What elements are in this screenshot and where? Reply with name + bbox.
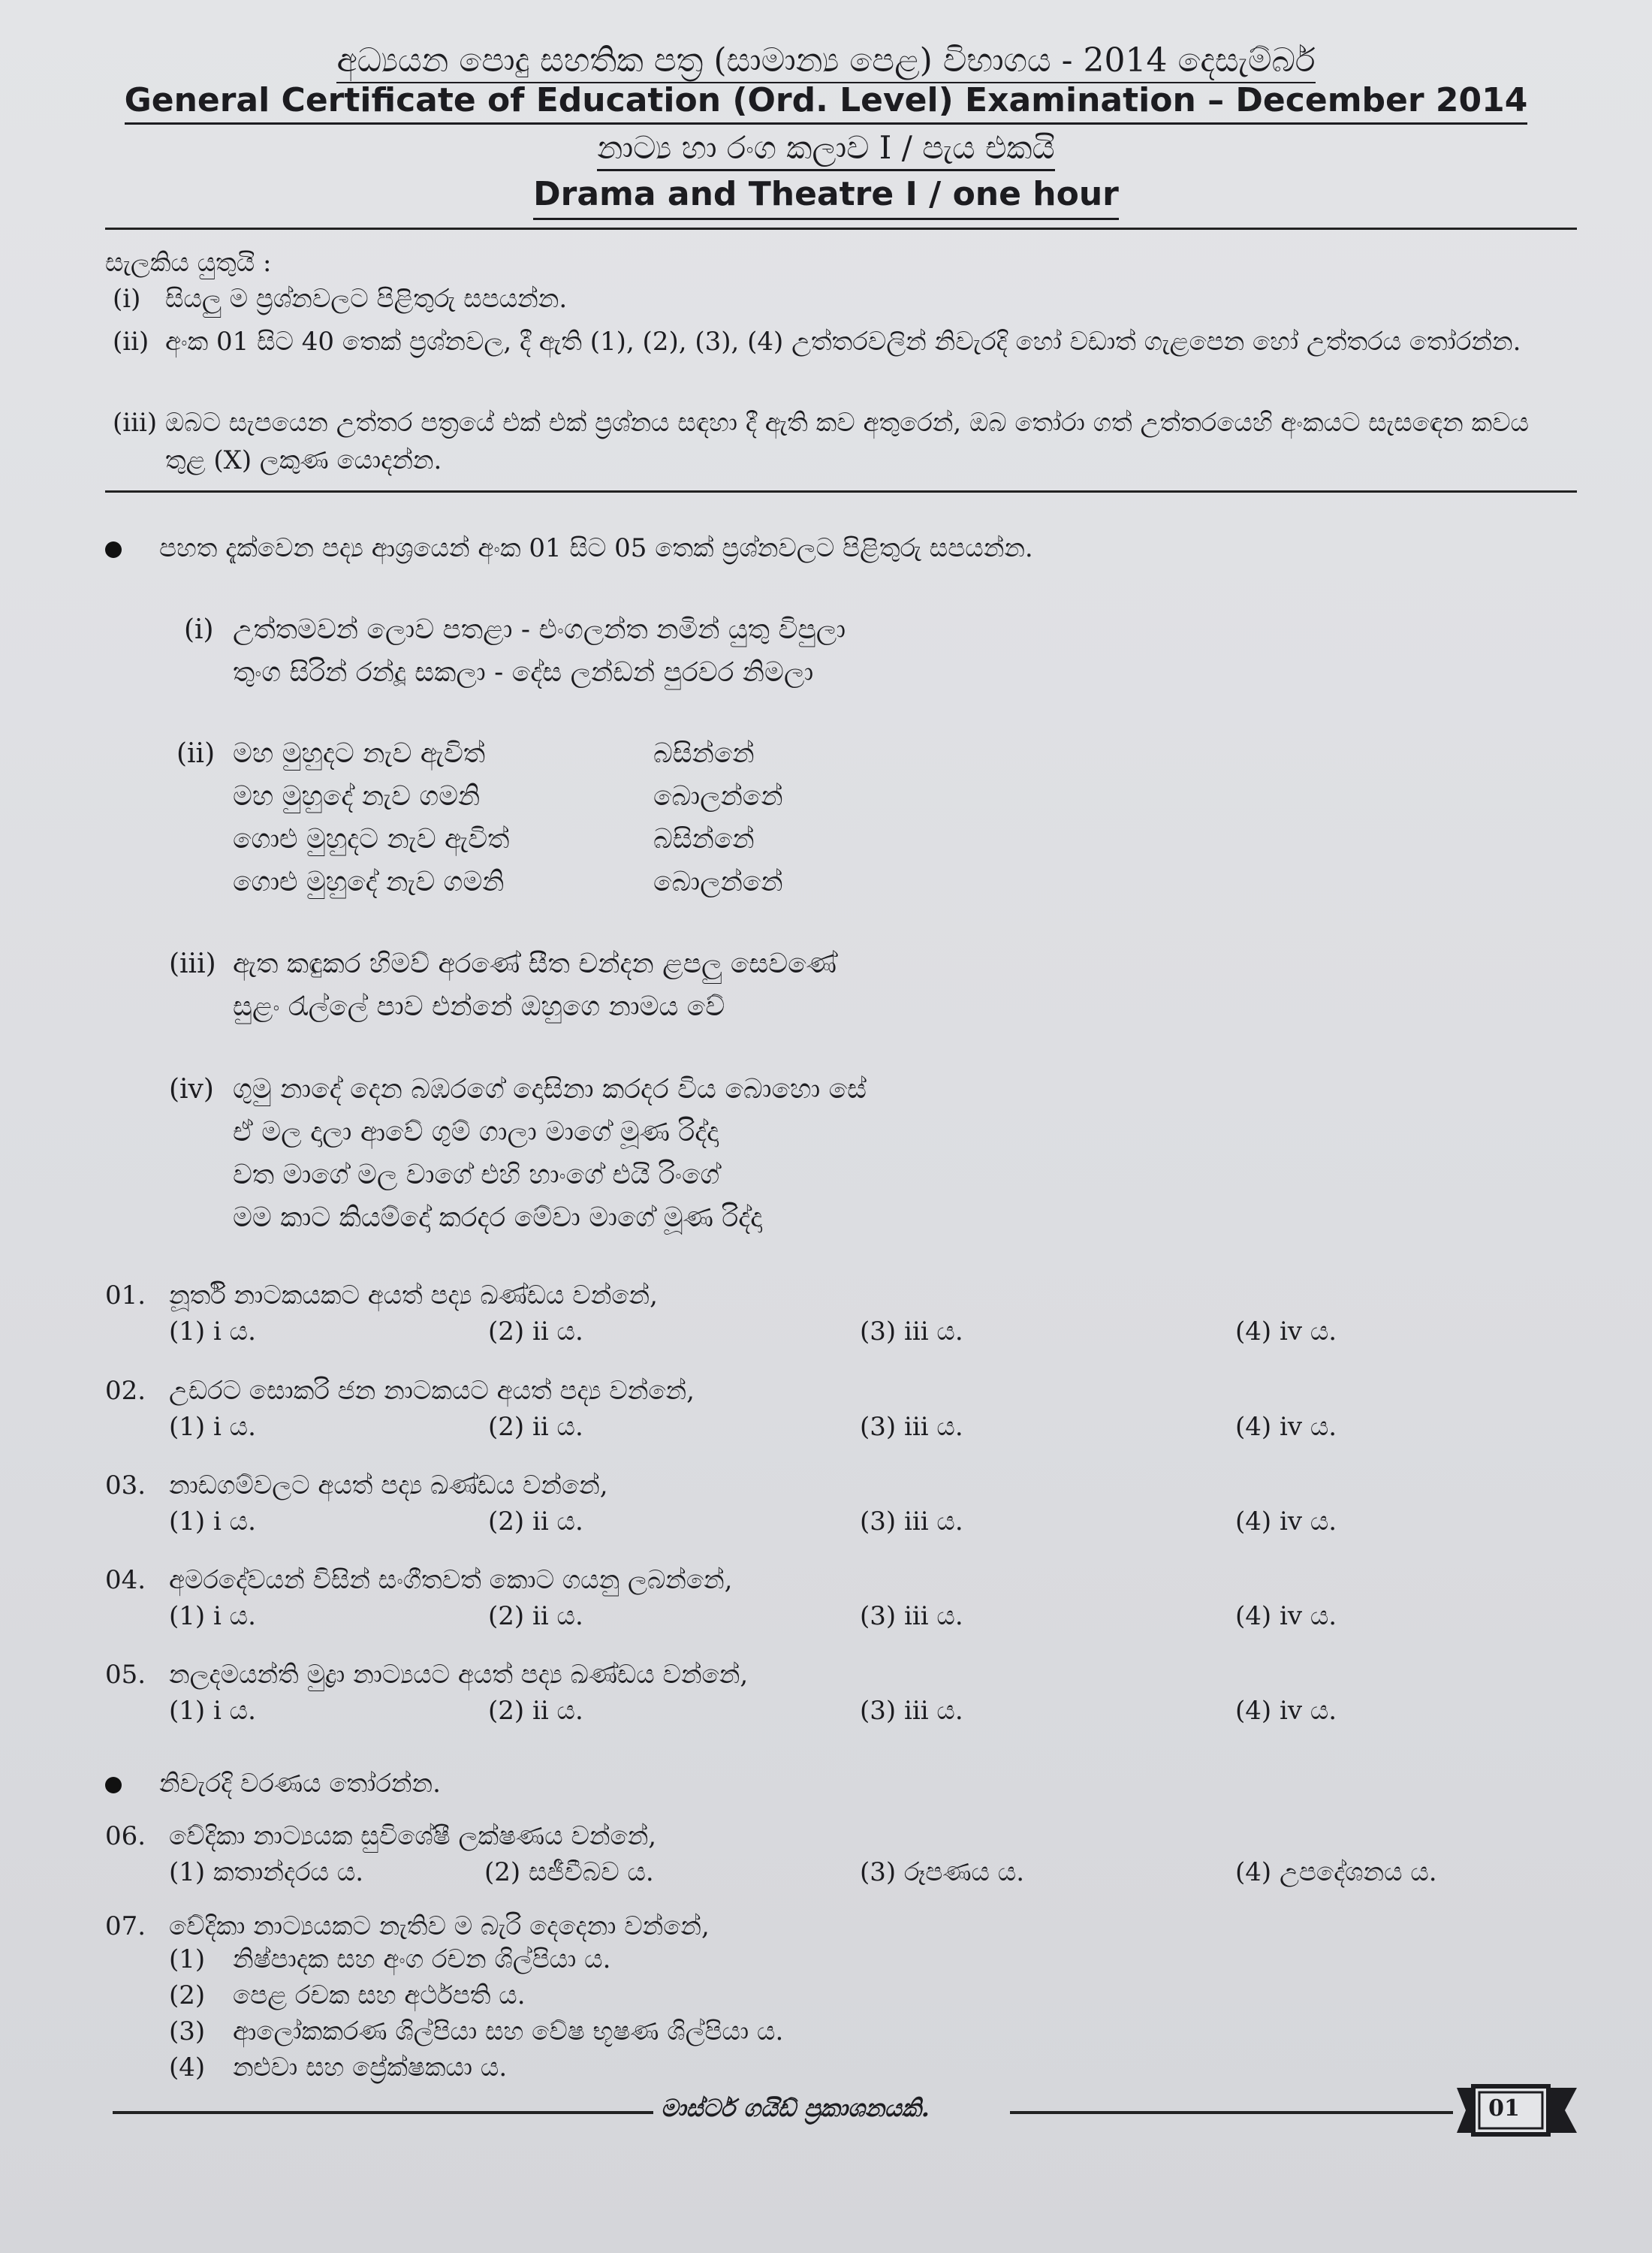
poem-label: (ii) [176, 738, 216, 769]
option-2[interactable]: (2) ii ය. [488, 1507, 583, 1537]
section1-intro-text: පහත දැක්වෙන පද්‍ය ආශ්‍රයෙන් අංක 01 සිට 05 තෙක් ප්‍රශ්නවලට පිළිතුරු සපයන්න. [159, 533, 1033, 563]
section2-intro-text: නිවැරදි වරණය තෝරන්න. [159, 1769, 441, 1799]
bullet-icon [105, 541, 122, 558]
instruction-number: (iii) [113, 408, 158, 438]
option-4[interactable] [169, 2049, 1577, 2086]
options-row [105, 1412, 1577, 1449]
poem-label: (i) [184, 614, 214, 645]
poem-line: ඒ මල දාලා ආවේ ගුම් ගාලා මාගේ මූණ රිද්දා [233, 1117, 719, 1148]
option-2[interactable]: (2) ii ය. [488, 1317, 583, 1347]
option-3[interactable]: (3) රූපණය ය. [860, 1857, 1025, 1887]
poem-refrain: බොලන්නේ [653, 867, 783, 897]
option-4[interactable]: (4) උපදේශනය ය. [1235, 1857, 1437, 1887]
english-exam-title [0, 81, 1652, 119]
section2-intro [105, 1769, 441, 1799]
bullet-icon [105, 1777, 122, 1793]
poem-i [184, 608, 1010, 698]
question-number: 05. [105, 1660, 146, 1690]
option-3[interactable]: (3) iii ය. [860, 1696, 963, 1726]
poem-line: තුංග සිරින් රන්දූ සකලා - දේස ලන්ඩන් පුරවර නිමලා [233, 657, 814, 688]
option-2[interactable]: (2) සජීවීබව ය. [484, 1857, 654, 1887]
option-text: ආලෝකකරණ ශිල්පියා සහ වේෂ භූෂණ ශිල්පියා ය. [233, 2016, 784, 2046]
subject-sinhala [0, 129, 1652, 167]
poem-refrain: බසින්නේ [653, 824, 755, 855]
subject-english [0, 175, 1652, 213]
header-divider [105, 228, 1577, 230]
option-3[interactable]: (3) iii ය. [860, 1507, 963, 1537]
option-2[interactable]: (2) ii ය. [488, 1601, 583, 1631]
instruction-item [113, 404, 1584, 479]
poem-line: ගුමු නාදේ දෙන බඹරගේ දොසිනා කරදර විය බොහො සේ [233, 1074, 867, 1105]
instructions-divider [105, 490, 1577, 493]
option-1[interactable] [169, 1941, 1577, 1977]
question-number: 04. [105, 1565, 146, 1595]
poem-line: මහ මුහුදට නැව ඇවිත් [233, 738, 486, 769]
option-4[interactable]: (4) iv ය. [1235, 1696, 1337, 1726]
option-1[interactable]: (1) i ය. [169, 1412, 256, 1442]
option-4[interactable]: (4) iv ය. [1235, 1507, 1337, 1537]
question-text: නූර්ති නාටකයකට අයත් පද්‍ය ඛණ්ඩය වන්නේ, [169, 1280, 658, 1310]
option-1[interactable]: (1) i ය. [169, 1696, 256, 1726]
poem-line: ඇත කඳුකර හිමව් අරණේ සීත චන්දන ළපලු සෙවණේ [233, 949, 837, 979]
option-1[interactable]: (1) i ය. [169, 1507, 256, 1537]
question-05 [105, 1660, 1577, 1733]
poem-row [233, 861, 927, 903]
option-2[interactable] [169, 1977, 1577, 2013]
poem-label: (iv) [169, 1074, 214, 1105]
option-2[interactable]: (2) ii ය. [488, 1696, 583, 1726]
english-exam-title-text: General Certificate of Education (Ord. Level) Examination – December 2014 [125, 81, 1528, 125]
question-number: 01. [105, 1280, 146, 1310]
subject-sinhala-text: නාට්‍ය හා රංග කලාව I / පැය එකයි [597, 129, 1054, 171]
question-text: වේදිකා නාට්‍යයක සුවිශේෂී ලක්ෂණය වන්නේ, [169, 1821, 657, 1851]
question-text: උඩරට සොකරි ජන නාටකයට අයත් පද්‍ය වන්නේ, [169, 1376, 695, 1406]
option-3[interactable]: (3) iii ය. [860, 1317, 963, 1347]
question-number: 03. [105, 1470, 146, 1500]
question-01 [105, 1280, 1577, 1354]
instruction-item [113, 323, 1584, 360]
option-1[interactable]: (1) i ය. [169, 1601, 256, 1631]
question-text: අමරදේවයන් විසින් සංගීතවත් කොට ගයනු ලබන්නේ, [169, 1565, 733, 1595]
option-3[interactable]: (3) iii ය. [860, 1601, 963, 1631]
footer-rule-right [1010, 2111, 1453, 2114]
subject-english-text: Drama and Theatre I / one hour [533, 175, 1119, 220]
poem-refrain: බසින්නේ [653, 738, 755, 769]
instruction-number: (i) [113, 284, 141, 314]
instruction-number: (ii) [113, 327, 149, 357]
poem-label: (iii) [169, 949, 216, 979]
option-3[interactable]: (3) iii ය. [860, 1412, 963, 1442]
publisher-name: මාස්ටර් ගයිඩ් ප්‍රකාශනයකි. [661, 2094, 930, 2122]
question-06 [105, 1821, 1577, 1895]
option-number: (1) [169, 1944, 206, 1974]
options-row [105, 1857, 1577, 1895]
question-text: වේදිකා නාට්‍යයකට නැතිව ම බැරි දෙදෙනා වන්නේ, [169, 1911, 710, 1941]
poem-line: උත්තමවන් ලොව පතළා - එංගලන්ත නමින් යුතු විපුලා [233, 614, 846, 645]
question-number: 02. [105, 1376, 146, 1406]
instruction-item [113, 280, 1584, 318]
poem-line: මම කාට කියම්දෝ කරදර මේවා මාගේ මූණ රිද්දා [233, 1202, 763, 1233]
option-number: (3) [169, 2016, 206, 2046]
footer-rule-left [113, 2111, 653, 2114]
poem-row [233, 775, 927, 818]
poem-line: සුළං රැල්ලේ පාව එන්නේ ඔහුගෙ නාමය වේ [233, 991, 725, 1022]
option-number: (2) [169, 1980, 206, 2010]
poem-row [233, 732, 927, 775]
question-number: 07. [105, 1911, 146, 1941]
poem-line: වත මාගේ මල වාගේ එහි හාංගේ එයි රිංගේ [233, 1160, 720, 1190]
option-text: නළුවා සහ ප්‍රේක්ෂකයා ය. [233, 2052, 508, 2083]
sinhala-exam-title-text: අධ්‍යයන පොදු සහතික පත්‍ර (සාමාන්‍ය පෙළ) විභාගය - 2014 දෙසැම්බර් [336, 41, 1315, 83]
section1-intro [105, 533, 1033, 563]
question-text: නාඩගම්වලට අයත් පද්‍ය ඛණ්ඩය වන්නේ, [169, 1470, 608, 1500]
poem-iii [169, 943, 995, 1033]
option-1[interactable]: (1) i ය. [169, 1317, 256, 1347]
options-row [105, 1317, 1577, 1354]
option-3[interactable] [169, 2013, 1577, 2049]
instructions-title: සැලකිය යුතුයි : [105, 248, 272, 278]
instruction-text: අංක 01 සිට 40 තෙක් ප්‍රශ්නවල, දී ඇති (1), (2), (3), (4) උත්තරවලින් නිවැරදි හෝ වඩාත් ගැළපෙන හෝ උත්තරය තෝරන්න. [165, 327, 1521, 357]
poem-ii [176, 732, 927, 912]
options-row [105, 1696, 1577, 1733]
poem-line: ගොළු මුහුදේ නැව ගමනි [233, 867, 505, 897]
question-04 [105, 1565, 1577, 1639]
poem-line: මහ මුහුදේ නැව ගමනි [233, 781, 481, 812]
question-02 [105, 1376, 1577, 1449]
instruction-text: ඔබට සැපයෙන උත්තර පත්‍රයේ එක් එක් ප්‍රශ්නය සඳහා දී ඇති කව අතුරෙන්, ඔබ තෝරා ගත් උත්තරයෙහි අංකයට සැසඳෙන කවය තුළ (X) ලකුණ යොදන්න. [165, 408, 1530, 475]
poem-iv [169, 1068, 995, 1248]
question-number: 06. [105, 1821, 146, 1851]
instruction-text: සියලු ම ප්‍රශ්නවලට පිළිතුරු සපයන්න. [165, 284, 568, 314]
option-2[interactable]: (2) ii ය. [488, 1412, 583, 1442]
poem-line: ගොළු මුහුදට නැව ඇවිත් [233, 824, 510, 855]
question-text: නලදමයන්ති මුද්‍රා නාට්‍යයට අයත් පද්‍ය ඛණ්ඩය වන්නේ, [169, 1660, 749, 1690]
options-row [105, 1507, 1577, 1544]
poem-row [233, 818, 927, 861]
option-4[interactable]: (4) iv ය. [1235, 1601, 1337, 1631]
option-number: (4) [169, 2052, 206, 2083]
option-4[interactable]: (4) iv ය. [1235, 1412, 1337, 1442]
poem-refrain: බොලන්නේ [653, 781, 783, 812]
options-row [105, 1601, 1577, 1639]
option-1[interactable]: (1) කතාන්දරය ය. [169, 1857, 364, 1887]
question-03 [105, 1470, 1577, 1544]
question-07 [105, 1911, 1577, 2086]
page-number: 01 [1488, 2095, 1520, 2122]
option-4[interactable]: (4) iv ය. [1235, 1317, 1337, 1347]
option-text: පෙළ රචක සහ අර්ථපති ය. [233, 1980, 526, 2010]
option-text: නිෂ්පාදක සහ අංග රචන ශිල්පියා ය. [233, 1944, 611, 1974]
sinhala-exam-title [0, 41, 1652, 80]
